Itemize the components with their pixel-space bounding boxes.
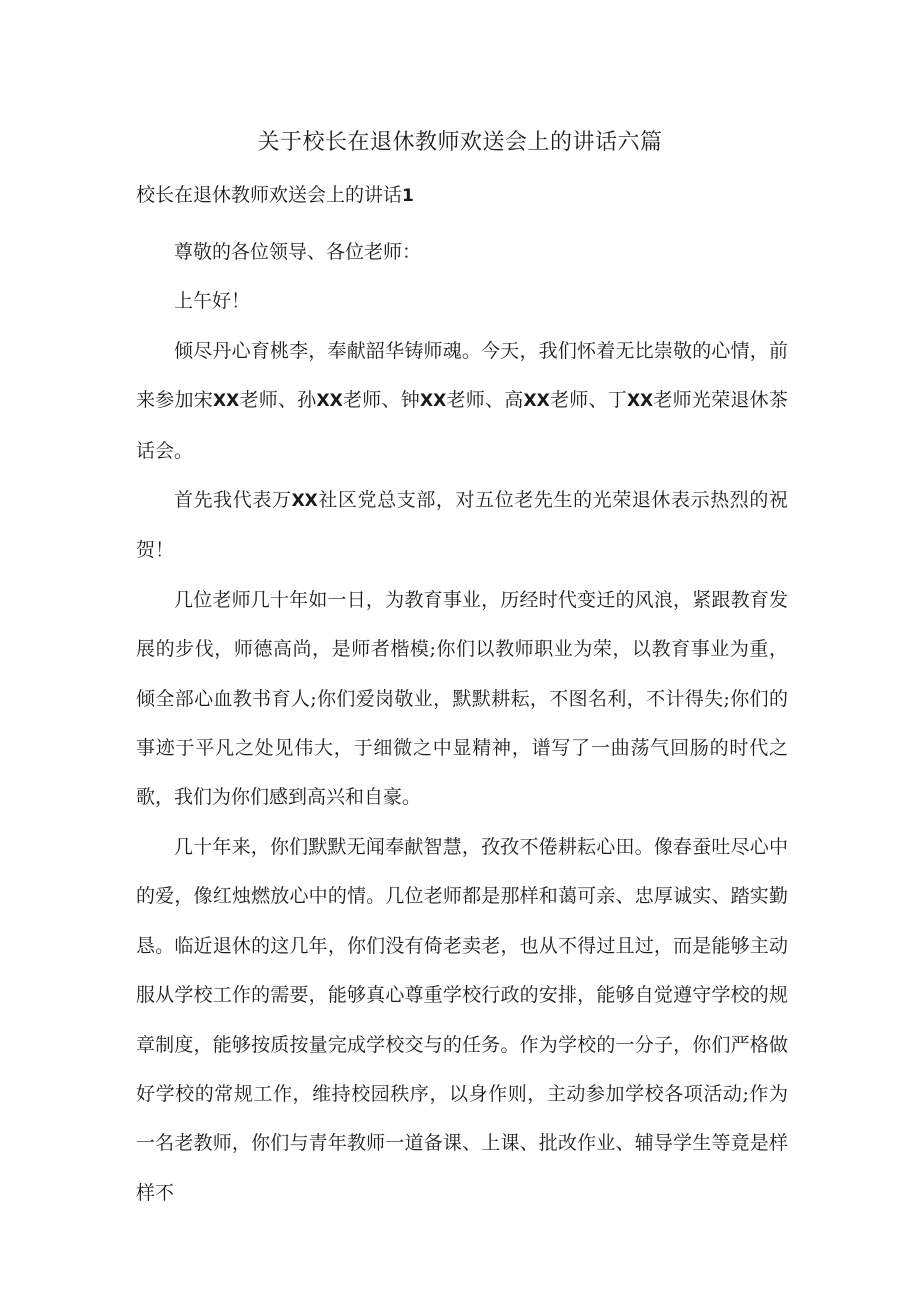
paragraph-praise: 几位老师几十年如一日，为教育事业，历经时代变迁的风浪，紧跟教育发展的步伐，师德高尚，是师者楷模;你们以教师职业为荣，以教育事业为重，倾全部心血教书育人;你们爱岗敬业，默默耕耘，不图名利，不计得失;你们的事迹于平凡之处见伟大，于细微之中显精神，谱写了一曲荡气回肠的时代之歌，我们为你们感到高兴和自豪。 [136, 588, 788, 809]
paragraph-greeting: 上午好！ [174, 290, 251, 313]
paragraph-salutation: 尊敬的各位领导、各位老师： [174, 241, 422, 263]
document-body [136, 228, 788, 1218]
paragraph-congratulations: 首先我代表万XX社区党总支部，对五位老先生的光荣退休表示热烈的祝贺！ [136, 489, 788, 562]
document-title: 关于校长在退休教师欢送会上的讲话六篇 [257, 130, 663, 155]
section-heading: 校长在退休教师欢送会上的讲话1 [136, 184, 414, 206]
paragraph-dedication: 几十年来，你们默默无闻奉献智慧，孜孜不倦耕耘心田。像春蚕吐尽心中的爱，像红烛燃放心中的情。几位老师都是那样和蔼可亲、忠厚诚实、踏实勤恳。临近退休的这几年，你们没有倚老卖老，也从不得过且过，而是能够主动服从学校工作的需要，能够真心尊重学校行政的安排，能够自觉遵守学校的规章制度，能够按质按量完成学校交与的任务。作为学校的一分子，你们严格做好学校的常规工作，维持校园秩序，以身作则，主动参加学校各项活动;作为一名老教师，你们与青年教师一道备课、上课、批改作业、辅导学生等竟是样样不 [136, 835, 788, 1204]
paragraph-opening: 倾尽丹心育桃李，奉献韶华铸师魂。今天，我们怀着无比崇敬的心情，前来参加宋XX老师、孙XX老师、钟XX老师、高XX老师、丁XX老师光荣退休茶话会。 [136, 339, 788, 462]
